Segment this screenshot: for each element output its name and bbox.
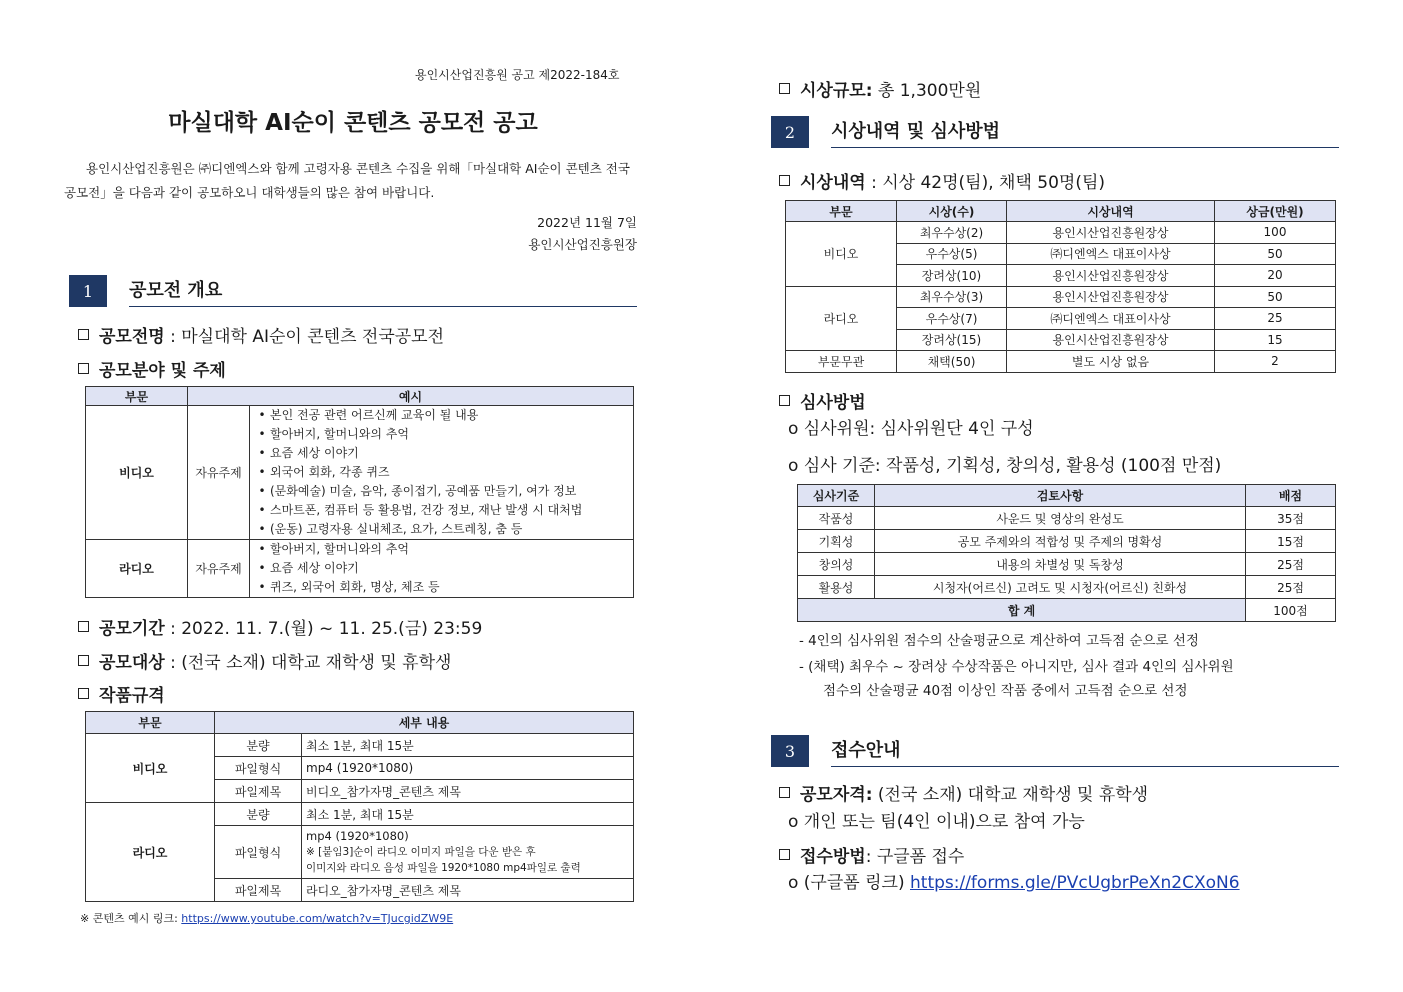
judging-method [779, 388, 866, 413]
list-item: • 할아버지, 할머니와의 추억 [254, 425, 633, 444]
table-cell: 최우수상(3) [897, 286, 1007, 308]
table-cell: 용인시산업진흥원장상 [1007, 265, 1215, 287]
criteria-table [797, 484, 1336, 622]
contest-name-value: : 마실대학 AI순이 콘텐츠 전국공모전 [170, 327, 445, 347]
contest-name-label: 공모전명 [99, 327, 165, 347]
checkbox-square-icon [78, 329, 89, 340]
work-spec [78, 681, 165, 706]
awards-label: 시상내역 [800, 173, 866, 193]
table-cell: 용인시산업진흥원장상 [1007, 222, 1215, 244]
example-list [254, 406, 633, 539]
table-cell: 별도 시상 없음 [1007, 351, 1215, 373]
table-cell: 라디오 [86, 540, 188, 598]
table-cell: 50 [1215, 243, 1336, 265]
example-link[interactable]: https://www.youtube.com/watch?v=TJucgidZW9E [181, 912, 454, 925]
judges: o 심사위원: 심사위원단 4인 구성 [788, 419, 1034, 439]
example-link-line [80, 910, 453, 926]
checkbox-square-icon [78, 363, 89, 374]
table-cell: 용인시산업진흥원장상 [1007, 329, 1215, 351]
checkbox-square-icon [779, 395, 790, 406]
table-header: 예시 [188, 387, 634, 406]
notice-number: 용인시산업진흥원 공고 제2022-184호 [415, 68, 620, 82]
target-label: 공모대상 [99, 653, 165, 673]
table-cell: 파일제목 [215, 780, 302, 803]
section-3-header [771, 735, 1339, 767]
table-header: 부문 [86, 387, 188, 406]
intro-paragraph: 용인시산업진흥원은 ㈜디엔엑스와 함께 고령자용 콘텐츠 수집을 위해「마실대학 AI순이 콘텐츠 전국 공모전」을 다음과 같이 공모하오니 대학생들의 많은 참여 바랍니다. [64, 161, 630, 200]
spec-label: 작품규격 [99, 686, 165, 706]
list-item: • (운동) 고령자용 실내체조, 요가, 스트레칭, 춤 등 [254, 520, 633, 539]
list-item: • 본인 전공 관련 어르신께 교육이 될 내용 [254, 406, 633, 425]
format-line: ※ [붙임3]순이 라디오 이미지 파일을 다운 받은 후 [306, 846, 536, 858]
note: - (채택) 최우수 ~ 장려상 수상작품은 아니지만, 심사 결과 4인의 심사위원 [799, 659, 1234, 675]
table-cell: 자유주제 [188, 540, 250, 598]
table-cell: 최소 1분, 최대 15분 [302, 803, 634, 826]
table-header: 검토사항 [875, 485, 1246, 507]
table-cell: 비디오 [86, 734, 215, 803]
target-value: : (전국 소재) 대학교 재학생 및 휴학생 [170, 653, 452, 673]
table-cell: 자유주제 [188, 406, 250, 540]
checkbox-square-icon [779, 787, 790, 798]
notice-date: 2022년 11월 7일 [537, 215, 637, 230]
table-row [786, 286, 1336, 308]
table-cell [302, 826, 634, 879]
table-cell: 파일제목 [215, 879, 302, 902]
qual-label: 공모자격: [800, 785, 873, 805]
period-value: : 2022. 11. 7.(월) ~ 11. 25.(금) 23:59 [170, 619, 483, 639]
prize-scale-value: 총 1,300만원 [877, 81, 982, 101]
table-cell: 최소 1분, 최대 15분 [302, 734, 634, 757]
table-row [86, 540, 634, 598]
table-cell: ㈜디엔엑스 대표이사상 [1007, 308, 1215, 330]
table-header: 부문 [786, 201, 897, 222]
table-row [86, 406, 634, 540]
list-item: • 요즘 세상 이야기 [254, 444, 633, 463]
section-number: 1 [69, 275, 107, 307]
table-cell: 용인시산업진흥원장상 [1007, 286, 1215, 308]
table-cell: ㈜디엔엑스 대표이사상 [1007, 243, 1215, 265]
table-cell: 비디오 [86, 406, 188, 540]
form-link[interactable]: https://forms.gle/PVcUgbrPeXn2CXoN6 [910, 873, 1240, 893]
qual-value: (전국 소재) 대학교 재학생 및 휴학생 [877, 785, 1149, 805]
table-cell [250, 540, 634, 598]
prize-scale [779, 76, 981, 101]
table-row [798, 530, 1336, 553]
table-cell [250, 406, 634, 540]
issuer: 용인시산업진흥원장 [528, 237, 637, 252]
table-cell: 우수상(5) [897, 243, 1007, 265]
criteria: o 심사 기준: 작품성, 기획성, 창의성, 활용성 (100점 만점) [788, 456, 1222, 476]
table-header: 심사기준 [798, 485, 875, 507]
table-cell: 채택(50) [897, 351, 1007, 373]
checkbox-square-icon [78, 688, 89, 699]
table-cell: 20 [1215, 265, 1336, 287]
table-cell: 활용성 [798, 576, 875, 599]
table-row [86, 803, 634, 826]
table-cell: 최우수상(2) [897, 222, 1007, 244]
page-title: 마실대학 AI순이 콘텐츠 공모전 공고 [168, 110, 538, 136]
spec-table [85, 711, 634, 902]
table-cell: 장려상(10) [897, 265, 1007, 287]
table-cell: 분량 [215, 734, 302, 757]
table-cell: 시청자(어르신) 고려도 및 시청자(어르신) 친화성 [875, 576, 1246, 599]
contest-target [78, 648, 451, 673]
checkbox-square-icon [779, 175, 790, 186]
list-item: • 요즘 세상 이야기 [254, 559, 633, 578]
form-link-line [788, 868, 1240, 893]
section-title: 공모전 개요 [129, 275, 637, 307]
table-header: 부문 [86, 712, 215, 734]
prize-scale-label: 시상규모: [800, 81, 873, 101]
table-cell: 부문무관 [786, 351, 897, 373]
table-cell: 라디오 [786, 286, 897, 351]
submission-method [779, 842, 964, 867]
table-cell: 라디오 [86, 803, 215, 902]
contest-period [78, 614, 482, 639]
table-cell: 100점 [1246, 599, 1336, 622]
method-value: : 구글폼 접수 [865, 847, 965, 867]
table-cell: 라디오_참가자명_콘텐츠 제목 [302, 879, 634, 902]
table-cell: 기획성 [798, 530, 875, 553]
table-cell: 사운드 및 영상의 완성도 [875, 507, 1246, 530]
awards [779, 168, 1105, 193]
list-item: • (문화예술) 미술, 음악, 종이접기, 공예품 만들기, 여가 정보 [254, 482, 633, 501]
note: - 4인의 심사위원 점수의 산술평균으로 계산하여 고득점 순으로 선정 [799, 633, 1199, 649]
table-cell: 50 [1215, 286, 1336, 308]
table-cell: 100 [1215, 222, 1336, 244]
format-line: mp4 (1920*1080) [306, 829, 409, 843]
table-row [798, 553, 1336, 576]
checkbox-square-icon [78, 655, 89, 666]
section-number: 2 [771, 116, 809, 148]
example-link-label: ※ 콘텐츠 예시 링크: [80, 912, 182, 925]
table-cell: 합 계 [798, 599, 1246, 622]
section-1-header [69, 275, 637, 307]
table-header: 시상(수) [897, 201, 1007, 222]
format-line: 이미지와 라디오 음성 파일을 1920*1080 mp4파일로 출력 [306, 862, 581, 874]
table-cell: 35점 [1246, 507, 1336, 530]
form-link-label: o (구글폼 링크) [788, 873, 910, 893]
table-cell: 작품성 [798, 507, 875, 530]
table-cell: 파일형식 [215, 757, 302, 780]
table-cell: mp4 (1920*1080) [302, 757, 634, 780]
table-header: 세부 내용 [215, 712, 634, 734]
table-cell: 내용의 차별성 및 독창성 [875, 553, 1246, 576]
table-cell: 공모 주제와의 적합성 및 주제의 명확성 [875, 530, 1246, 553]
awards-table [785, 200, 1336, 373]
list-item: • 스마트폰, 컴퓨터 등 활용법, 건강 정보, 재난 발생 시 대처법 [254, 501, 633, 520]
table-cell: 장려상(15) [897, 329, 1007, 351]
section-title: 접수안내 [831, 735, 1339, 767]
checkbox-square-icon [779, 83, 790, 94]
table-cell: 2 [1215, 351, 1336, 373]
table-cell: 25 [1215, 308, 1336, 330]
table-row [786, 222, 1336, 244]
table-header: 시상내역 [1007, 201, 1215, 222]
qualification [779, 780, 1148, 805]
qualification-sub: o 개인 또는 팀(4인 이내)으로 참여 가능 [788, 812, 1085, 832]
checkbox-square-icon [78, 621, 89, 632]
table-header: 상금(만원) [1215, 201, 1336, 222]
judge-label: 심사방법 [800, 393, 866, 413]
field-table [85, 386, 634, 598]
table-cell: 15 [1215, 329, 1336, 351]
contest-name [78, 322, 444, 347]
table-row [798, 507, 1336, 530]
note: 점수의 산술평균 40점 이상인 작품 중에서 고득점 순으로 선정 [823, 683, 1188, 699]
table-cell: 파일형식 [215, 826, 302, 879]
contest-field-label: 공모분야 및 주제 [99, 361, 226, 381]
table-cell: 25점 [1246, 553, 1336, 576]
awards-value: : 시상 42명(팀), 채택 50명(팀) [871, 173, 1106, 193]
table-cell: 비디오 [786, 222, 897, 287]
table-cell: 25점 [1246, 576, 1336, 599]
table-row [786, 351, 1336, 373]
table-cell: 비디오_참가자명_콘텐츠 제목 [302, 780, 634, 803]
list-item: • 할아버지, 할머니와의 추억 [254, 540, 633, 559]
table-row [798, 599, 1336, 622]
section-number: 3 [771, 735, 809, 767]
table-cell: 15점 [1246, 530, 1336, 553]
table-header: 배점 [1246, 485, 1336, 507]
table-cell: 우수상(7) [897, 308, 1007, 330]
section-2-header [771, 116, 1339, 148]
table-row [86, 734, 634, 757]
contest-field [78, 356, 226, 381]
section-title: 시상내역 및 심사방법 [831, 116, 1339, 148]
period-label: 공모기간 [99, 619, 165, 639]
table-cell: 분량 [215, 803, 302, 826]
example-list [254, 540, 633, 597]
table-cell: 창의성 [798, 553, 875, 576]
method-label: 접수방법 [800, 847, 866, 867]
list-item: • 퀴즈, 외국어 회화, 명상, 체조 등 [254, 578, 633, 597]
table-row [798, 576, 1336, 599]
list-item: • 외국어 회화, 각종 퀴즈 [254, 463, 633, 482]
checkbox-square-icon [779, 849, 790, 860]
